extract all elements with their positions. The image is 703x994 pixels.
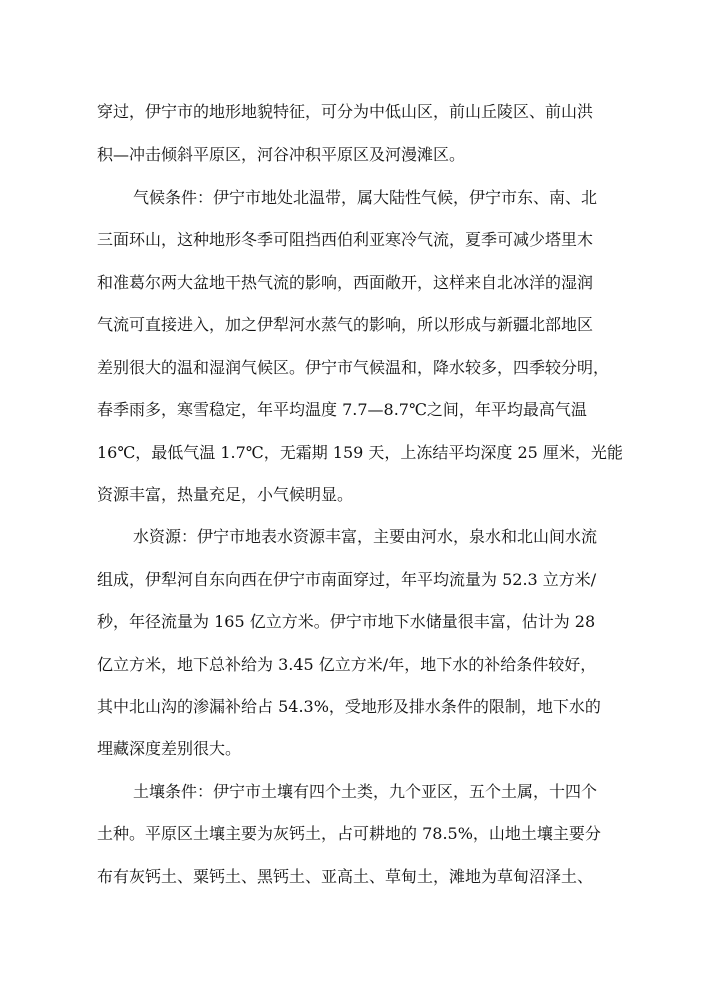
paragraph-line: 水资源：伊宁市地表水资源丰富，主要由河水，泉水和北山间水流 (133, 527, 598, 546)
paragraph-line: 秒，年径流量为 165 亿立方米。伊宁市地下水储量很丰富，估计为 28 (97, 612, 596, 631)
paragraph-line: 土种。平原区土壤主要为灰钙土，占可耕地的 78.5%，山地土壤主要分 (97, 824, 601, 843)
paragraph-line: 和准葛尔两大盆地干热气流的影响，西面敞开，这样来自北冰洋的湿润 (97, 273, 594, 292)
paragraph-line: 差别很大的温和湿润气候区。伊宁市气候温和，降水较多，四季较分明， (97, 358, 610, 377)
paragraph-line: 气流可直接进入，加之伊犁河水蒸气的影响，所以形成与新疆北部地区 (97, 315, 594, 334)
paragraph-line: 穿过，伊宁市的地形地貌特征，可分为中低山区，前山丘陵区、前山洪 (97, 102, 594, 121)
paragraph-line: 埋藏深度差别很大。 (97, 739, 242, 758)
paragraph-line: 土壤条件：伊宁市土壤有四个土类，九个亚区，五个土属，十四个 (133, 782, 598, 801)
paragraph-line: 组成，伊犁河自东向西在伊宁市南面穿过，年平均流量为 52.3 立方米/ (97, 570, 597, 589)
paragraph-line: 16℃，最低气温 1.7℃，无霜期 159 天，上冻结平均深度 25 厘米，光能 (97, 443, 623, 462)
paragraph-line: 布有灰钙土、粟钙土、黑钙土、亚高土、草甸土，滩地为草甸沼泽土、 (97, 867, 594, 886)
paragraph-line: 亿立方米，地下总补给为 3.45 亿立方米/年，地下水的补给条件较好， (97, 655, 597, 674)
paragraph-line: 其中北山沟的渗漏补给占 54.3%，受地形及排水条件的限制，地下水的 (97, 697, 601, 716)
paragraph-line: 资源丰富，热量充足，小气候明显。 (97, 485, 354, 504)
paragraph-line: 积—冲击倾斜平原区，河谷冲积平原区及河漫滩区。 (97, 145, 466, 164)
paragraph-line: 春季雨多，寒雪稳定，年平均温度 7.7—8.7℃之间，年平均最高气温 (97, 400, 587, 419)
paragraph-line: 气候条件：伊宁市地处北温带，属大陆性气候，伊宁市东、南、北 (133, 188, 598, 207)
paragraph-line: 三面环山，这种地形冬季可阻挡西伯利亚寒冷气流，夏季可减少塔里木 (97, 230, 594, 249)
